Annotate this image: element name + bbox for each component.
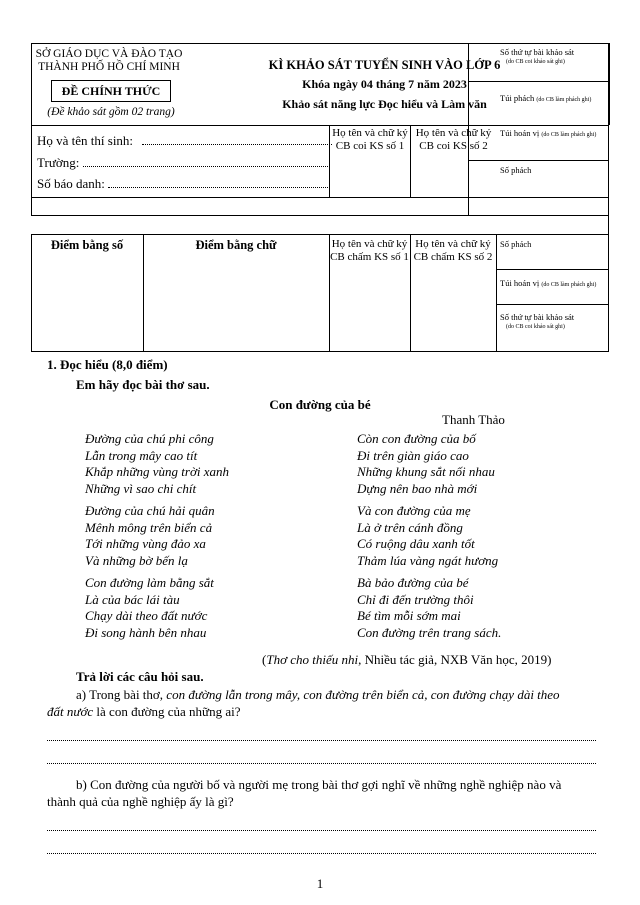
poem-source: [262, 652, 551, 668]
school-field[interactable]: [83, 166, 328, 167]
poem-line: Là ở trên cánh đồng: [357, 519, 463, 535]
section1-heading: 1. Đọc hiểu (8,0 điểm): [47, 357, 168, 372]
score-number-label: Điểm bằng số: [50, 238, 124, 252]
poem-line: Đi song hành bên nhau: [85, 624, 207, 640]
tui-phach-cell: [500, 93, 591, 103]
stanza: [85, 575, 229, 641]
tui-phach-note: (do CB làm phách ghi): [536, 97, 592, 103]
poem-line: Những khung sắt nối nhau: [357, 464, 495, 479]
school-row: [37, 155, 328, 171]
poem-line: Chạy dài theo đất nước: [85, 608, 208, 623]
poem-left-column: [85, 431, 229, 641]
stanza: [357, 503, 501, 569]
tui-hoan-vi-cell-bottom: [500, 278, 596, 288]
poem-line: Mênh mông trên biển cả: [85, 519, 213, 535]
source-rest: , Nhiều tác giả, NXB Văn học, 2019): [358, 652, 552, 667]
stt-note: (do CB coi khảo sát ghi): [506, 59, 565, 65]
source-title: Thơ cho thiếu nhi: [266, 652, 359, 667]
poem-line: Khắp những vùng trời xanh: [85, 464, 230, 479]
stt-cell-top: [500, 47, 574, 67]
sbd-field[interactable]: [108, 187, 330, 188]
poem-line: Dựng nên bao nhà mới: [357, 480, 478, 496]
poem-title: Con đường của bé: [269, 397, 371, 412]
official-label: ĐỀ CHÍNH THỨC: [51, 80, 171, 102]
poem-line: Tới những vùng đảo xa: [85, 536, 206, 551]
poem-line: Và những bờ bến lạ: [85, 552, 188, 568]
exam-date: Khóa ngày 04 tháng 7 năm 2023: [302, 77, 467, 91]
instruction: Em hãy đọc bài thơ sau.: [76, 377, 210, 392]
qb-line2: thành quả của nghề nghiệp ấy là gì?: [47, 794, 234, 809]
stt-note-bottom: (do CB coi khảo sát ghi): [506, 324, 565, 330]
poem-author: Thanh Thảo: [442, 412, 505, 427]
tui-hoan-vi-note: (do CB làm phách ghi): [541, 132, 597, 138]
candidate-name-row: [37, 133, 332, 149]
poem-line: Con đường làm bằng sắt: [85, 575, 214, 590]
tui-hoan-vi-cell-top: [500, 128, 596, 138]
tui-hoan-vi-label-bottom: Túi hoán vị: [500, 278, 540, 288]
grader2-label: Họ tên và chữ ký CB chấm KS số 2: [413, 238, 493, 263]
poem-line: Bà bảo đường của bé: [357, 575, 469, 590]
candidate-name-field[interactable]: [142, 144, 332, 145]
proctor2-label: Họ tên và chữ ký CB coi KS số 2: [415, 127, 492, 152]
questions-heading: Trả lời các câu hỏi sau.: [76, 669, 204, 684]
dept-line1: SỞ GIÁO DỤC VÀ ĐÀO TẠO: [35, 48, 183, 60]
poem-line: Đường của chú phi công: [85, 431, 214, 446]
poem-right-column: [357, 431, 501, 641]
source-open: (: [262, 652, 267, 667]
answer-line[interactable]: [47, 830, 596, 831]
poem-line: Đường của chú hải quân: [85, 503, 215, 518]
tui-phach-label: Túi phách: [500, 93, 535, 103]
poem-line: Con đường trên trang sách.: [357, 624, 502, 640]
question-a: [47, 686, 607, 720]
poem-line: Thảm lúa vàng ngát hương: [357, 552, 499, 568]
poem-line: Còn con đường của bố: [357, 431, 476, 446]
sbd-row: [37, 176, 330, 192]
stanza: [357, 431, 501, 497]
exam-title: KÌ KHẢO SÁT TUYỂN SINH VÀO LỚP 6: [268, 58, 501, 72]
header-frame: [31, 43, 609, 351]
exam-subject: Khảo sát năng lực Đọc hiểu và Làm văn: [282, 97, 487, 111]
answer-line[interactable]: [47, 853, 596, 854]
poem-line: Bé tìm mỗi sớm mai: [357, 608, 461, 623]
stt-cell-bottom: [500, 312, 574, 332]
page-number: 1: [316, 876, 324, 891]
qa-suffix: là con đường của những ai?: [93, 704, 241, 719]
stanza: [85, 431, 229, 497]
stt-label-bottom: Số thứ tự bài khảo sát: [500, 312, 575, 322]
pages-note: (Đề khảo sát gồm 02 trang): [47, 106, 175, 118]
so-phach-label-top: Số phách: [500, 165, 532, 175]
tui-hoan-vi-note-bottom: (do CB làm phách ghi): [541, 282, 597, 288]
grader1-label: Họ tên và chữ ký CB chấm KS số 1: [330, 238, 409, 263]
poem-line: Những vì sao chi chít: [85, 480, 197, 496]
answer-line[interactable]: [47, 740, 596, 741]
so-phach-label-bottom: Số phách: [500, 239, 532, 249]
qa-italic2: đất nước: [47, 704, 94, 719]
poem-line: Và con đường của mẹ: [357, 503, 471, 518]
sbd-label: Số báo danh:: [37, 176, 105, 191]
poem-line: Có ruộng dâu xanh tốt: [357, 536, 475, 551]
stanza: [357, 575, 501, 641]
poem-line: Là của bác lái tàu: [85, 591, 180, 607]
poem-line: Đi trên giàn giáo cao: [357, 447, 469, 463]
stt-label: Số thứ tự bài khảo sát: [500, 47, 575, 57]
question-b: [47, 776, 617, 810]
answer-line[interactable]: [47, 763, 596, 764]
tui-hoan-vi-label: Túi hoán vị: [500, 128, 540, 138]
school-label: Trường:: [37, 155, 80, 170]
proctor1-label: Họ tên và chữ ký CB coi KS số 1: [332, 127, 408, 152]
score-word-label: Điểm bằng chữ: [195, 238, 277, 252]
poem-line: Lẫn trong mây cao tít: [85, 447, 198, 463]
qa-italic1: con đường lẫn trong mây, con đường trên biển cả, con đường chạy dài theo: [166, 687, 560, 702]
candidate-name-label: Họ và tên thí sinh:: [37, 133, 134, 148]
qb-line1: b) Con đường của người bố và người mẹ trong bài thơ gợi nghĩ về những nghề nghiệp nào và: [76, 777, 562, 792]
qa-prefix: a) Trong bài thơ,: [76, 687, 167, 702]
stanza: [85, 503, 229, 569]
poem-line: Chỉ đi đến trường thôi: [357, 591, 474, 607]
dept-line2: THÀNH PHỐ HỒ CHÍ MINH: [38, 61, 180, 73]
